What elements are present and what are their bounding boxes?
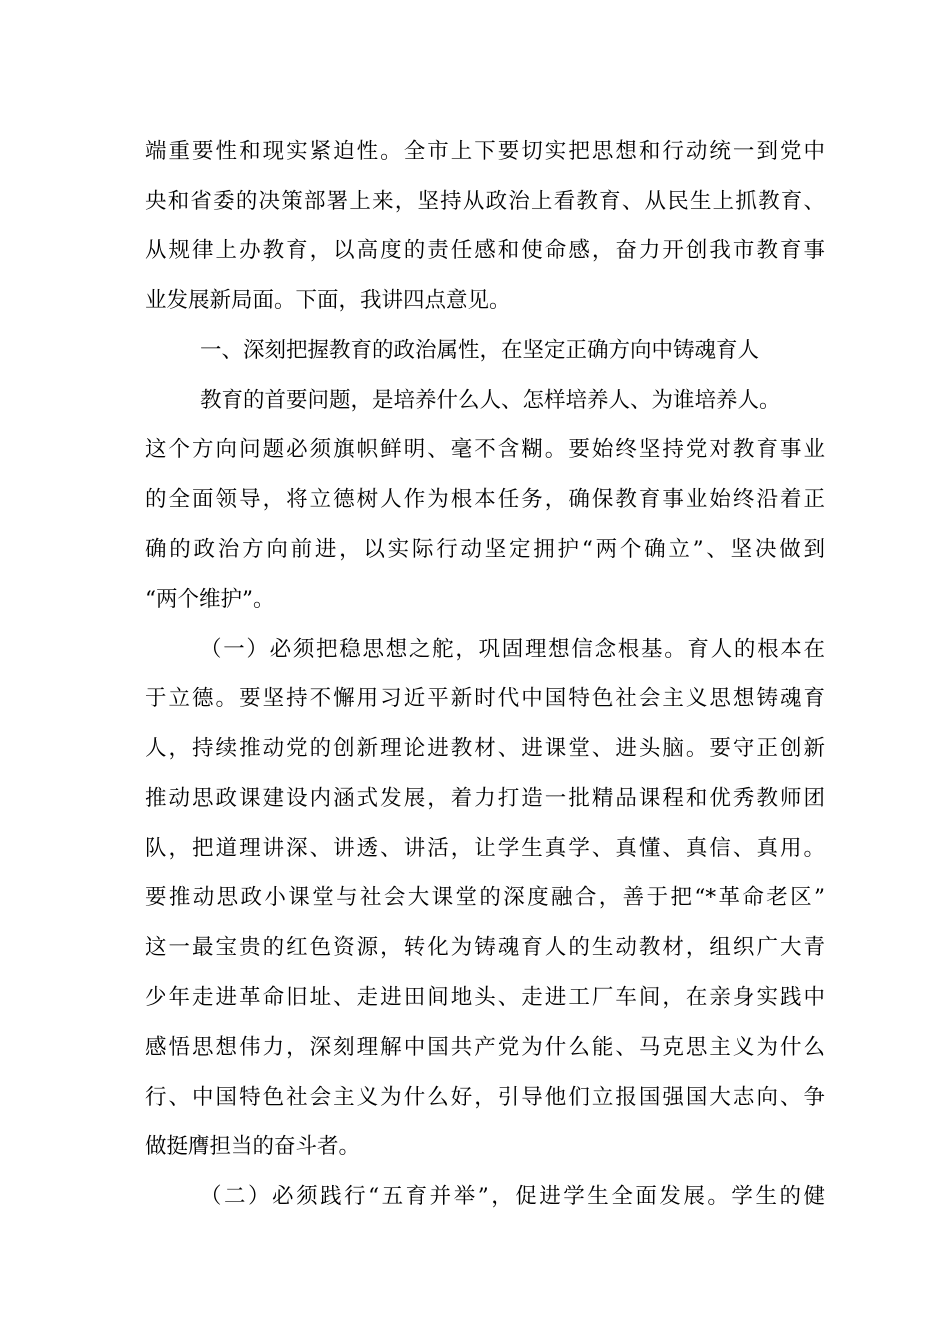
paragraph-line: 这一最宝贵的红色资源，转化为铸魂育人的生动教材，组织广大青 (145, 935, 825, 960)
paragraph-line: 业发展新局面。下面，我讲四点意见。 (145, 288, 511, 313)
paragraph-line: 做挺膺担当的奋斗者。 (145, 1134, 361, 1159)
paragraph-line: 从规律上办教育，以高度的责任感和使命感，奋力开创我市教育事 (145, 238, 825, 263)
paragraph-line: 这个方向问题必须旗帜鲜明、毫不含糊。要始终坚持党对教育事业 (145, 437, 825, 462)
paragraph-line: 感悟思想伟力，深刻理解中国共产党为什么能、马克思主义为什么 (145, 1035, 825, 1060)
paragraph-line: 教育的首要问题，是培养什么人、怎样培养人、为谁培养人。 (200, 388, 781, 413)
paragraph-line: 央和省委的决策部署上来，坚持从政治上看教育、从民生上抓教育、 (145, 189, 825, 214)
paragraph-line: 端重要性和现实紧迫性。全市上下要切实把思想和行动统一到党中 (145, 139, 825, 164)
paragraph-line: 要推动思政小课堂与社会大课堂的深度融合，善于把“*革命老区” (145, 885, 825, 910)
paragraph-line: “两个维护”。 (145, 587, 275, 612)
paragraph-line: 人，持续推动党的创新理论进教材、进课堂、进头脑。要守正创新 (145, 736, 825, 761)
paragraph-line: 推动思政课建设内涵式发展，着力打造一批精品课程和优秀教师团 (145, 786, 825, 811)
paragraph-line: 的全面领导，将立德树人作为根本任务，确保教育事业始终沿着正 (145, 487, 825, 512)
subsection-heading-line: （一）必须把稳思想之舵，巩固理想信念根基。育人的根本在 (200, 637, 825, 662)
paragraph-line: 少年走进革命旧址、走进田间地头、走进工厂车间，在亲身实践中 (145, 985, 825, 1010)
paragraph-line: 确的政治方向前进，以实际行动坚定拥护“两个确立”、坚决做到 (145, 537, 825, 562)
subsection-heading-line: （二）必须践行“五育并举”，促进学生全面发展。学生的健 (200, 1184, 825, 1209)
paragraph-line: 行、中国特色社会主义为什么好，引导他们立报国强国大志向、争 (145, 1085, 825, 1110)
paragraph-line: 于立德。要坚持不懈用习近平新时代中国特色社会主义思想铸魂育 (145, 686, 825, 711)
paragraph-line: 队，把道理讲深、讲透、讲活，让学生真学、真懂、真信、真用。 (145, 836, 825, 861)
section-heading: 一、深刻把握教育的政治属性，在坚定正确方向中铸魂育人 (200, 338, 760, 363)
